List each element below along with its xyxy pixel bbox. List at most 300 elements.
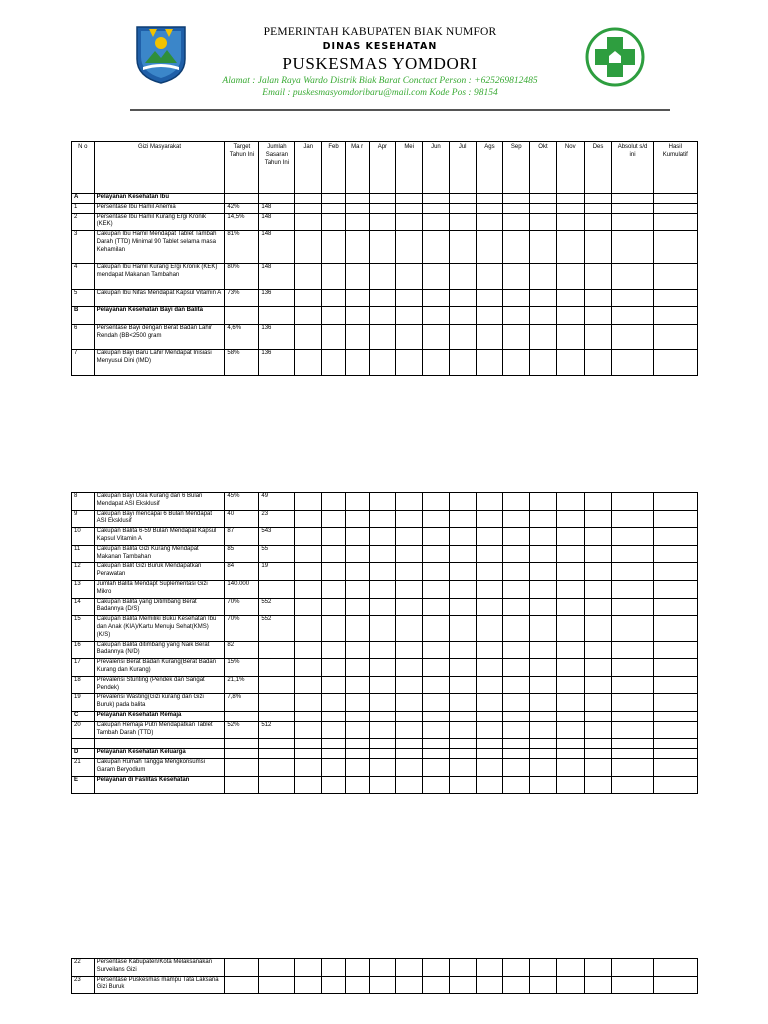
value-cell bbox=[396, 749, 423, 759]
value-cell bbox=[423, 749, 450, 759]
value-cell bbox=[396, 510, 423, 528]
indicator-name: Cakupan Remaja Putri Mendapatkan Tablet Tambah Darah (TTD) bbox=[94, 721, 225, 739]
value-cell bbox=[556, 493, 584, 511]
target-population bbox=[259, 959, 295, 977]
value-cell bbox=[322, 528, 346, 546]
column-header-month: Jun bbox=[423, 142, 450, 194]
value-cell bbox=[369, 758, 396, 776]
value-cell bbox=[423, 264, 450, 289]
value-cell bbox=[653, 350, 697, 375]
value-cell bbox=[476, 194, 503, 204]
value-cell bbox=[396, 231, 423, 264]
row-number: 20 bbox=[72, 721, 95, 739]
target-value: 70% bbox=[225, 616, 259, 641]
value-cell bbox=[584, 213, 612, 231]
value-cell bbox=[584, 264, 612, 289]
value-cell bbox=[503, 528, 530, 546]
government-name: PEMERINTAH KABUPATEN BIAK NUMFOR bbox=[263, 26, 497, 38]
value-cell bbox=[612, 711, 653, 721]
value-cell bbox=[530, 289, 557, 307]
value-cell bbox=[556, 721, 584, 739]
target-population bbox=[259, 749, 295, 759]
value-cell bbox=[530, 213, 557, 231]
value-cell bbox=[423, 350, 450, 375]
column-header-month: Des bbox=[584, 142, 612, 194]
value-cell bbox=[503, 711, 530, 721]
value-cell bbox=[449, 758, 476, 776]
value-cell bbox=[530, 694, 557, 712]
value-cell bbox=[295, 510, 322, 528]
value-cell bbox=[295, 598, 322, 616]
value-cell bbox=[476, 641, 503, 659]
value-cell bbox=[476, 493, 503, 511]
row-number: 23 bbox=[72, 976, 95, 994]
value-cell bbox=[556, 676, 584, 694]
row-number: 22 bbox=[72, 959, 95, 977]
value-cell bbox=[322, 739, 346, 749]
value-cell bbox=[295, 758, 322, 776]
value-cell bbox=[396, 598, 423, 616]
value-cell bbox=[612, 758, 653, 776]
target-population bbox=[259, 641, 295, 659]
value-cell bbox=[530, 307, 557, 325]
value-cell bbox=[449, 307, 476, 325]
value-cell bbox=[612, 203, 653, 213]
value-cell bbox=[530, 528, 557, 546]
value-cell bbox=[530, 580, 557, 598]
value-cell bbox=[612, 307, 653, 325]
value-cell bbox=[449, 739, 476, 749]
target-value: 140.000 bbox=[225, 580, 259, 598]
value-cell bbox=[653, 711, 697, 721]
value-cell bbox=[503, 545, 530, 563]
value-cell bbox=[556, 711, 584, 721]
section-row bbox=[72, 749, 698, 759]
value-cell bbox=[612, 739, 653, 749]
target-value: 14,5% bbox=[225, 213, 259, 231]
target-value: 7,8% bbox=[225, 694, 259, 712]
column-header-month: Ma r bbox=[345, 142, 369, 194]
value-cell bbox=[612, 616, 653, 641]
value-cell bbox=[345, 194, 369, 204]
column-header-month: Okt bbox=[530, 142, 557, 194]
regency-emblem-icon bbox=[133, 23, 189, 85]
value-cell bbox=[295, 976, 322, 994]
target-population: 552 bbox=[259, 616, 295, 641]
value-cell bbox=[653, 324, 697, 349]
value-cell bbox=[476, 598, 503, 616]
row-number: 3 bbox=[72, 231, 95, 264]
value-cell bbox=[295, 528, 322, 546]
column-header-month: Sep bbox=[503, 142, 530, 194]
target-value: 81% bbox=[225, 231, 259, 264]
value-cell bbox=[396, 721, 423, 739]
value-cell bbox=[295, 739, 322, 749]
value-cell bbox=[530, 324, 557, 349]
value-cell bbox=[612, 213, 653, 231]
indicator-name: Cakupan Ibu Hamil Mendapat Tablet Tambah Darah (TTD) Minimal 90 Tablet selama masa Kehamilan bbox=[94, 231, 225, 264]
table-row bbox=[72, 659, 698, 677]
value-cell bbox=[396, 758, 423, 776]
nutrition-table-part-2 bbox=[71, 492, 698, 794]
value-cell bbox=[476, 545, 503, 563]
nutrition-table-part-3 bbox=[71, 958, 698, 994]
table-row bbox=[72, 676, 698, 694]
value-cell bbox=[476, 350, 503, 375]
indicator-name: Prevalensi Berat Badan Kurang(Berat Badan Kurang dan Kurang) bbox=[94, 659, 225, 677]
target-value bbox=[225, 711, 259, 721]
target-population bbox=[259, 676, 295, 694]
value-cell bbox=[503, 350, 530, 375]
value-cell bbox=[345, 616, 369, 641]
value-cell bbox=[423, 528, 450, 546]
value-cell bbox=[369, 721, 396, 739]
value-cell bbox=[345, 289, 369, 307]
value-cell bbox=[369, 231, 396, 264]
value-cell bbox=[449, 580, 476, 598]
value-cell bbox=[345, 959, 369, 977]
value-cell bbox=[476, 231, 503, 264]
table-row bbox=[72, 350, 698, 375]
value-cell bbox=[653, 264, 697, 289]
target-population bbox=[259, 758, 295, 776]
value-cell bbox=[345, 545, 369, 563]
indicator-name: Pelayanan Kesehatan Remaja bbox=[94, 711, 225, 721]
column-header-target-population: Jumlah Sasaran Tahun Ini bbox=[259, 142, 295, 194]
indicator-name: Prevalensi Stunting (Pendek dan Sangat Pendek) bbox=[94, 676, 225, 694]
value-cell bbox=[345, 350, 369, 375]
value-cell bbox=[423, 194, 450, 204]
value-cell bbox=[295, 545, 322, 563]
value-cell bbox=[396, 350, 423, 375]
value-cell bbox=[584, 976, 612, 994]
value-cell bbox=[369, 641, 396, 659]
table-row bbox=[72, 598, 698, 616]
value-cell bbox=[612, 264, 653, 289]
value-cell bbox=[369, 563, 396, 581]
value-cell bbox=[612, 563, 653, 581]
target-population: 148 bbox=[259, 203, 295, 213]
value-cell bbox=[530, 676, 557, 694]
value-cell bbox=[612, 659, 653, 677]
value-cell bbox=[449, 493, 476, 511]
value-cell bbox=[653, 959, 697, 977]
target-value: 15% bbox=[225, 659, 259, 677]
value-cell bbox=[396, 324, 423, 349]
value-cell bbox=[476, 721, 503, 739]
value-cell bbox=[396, 307, 423, 325]
value-cell bbox=[653, 493, 697, 511]
letterhead bbox=[200, 25, 560, 99]
value-cell bbox=[476, 203, 503, 213]
value-cell bbox=[396, 616, 423, 641]
value-cell bbox=[556, 264, 584, 289]
value-cell bbox=[449, 749, 476, 759]
value-cell bbox=[322, 641, 346, 659]
value-cell bbox=[345, 641, 369, 659]
value-cell bbox=[322, 976, 346, 994]
value-cell bbox=[449, 776, 476, 794]
value-cell bbox=[556, 616, 584, 641]
value-cell bbox=[556, 739, 584, 749]
value-cell bbox=[369, 976, 396, 994]
value-cell bbox=[369, 528, 396, 546]
value-cell bbox=[530, 231, 557, 264]
value-cell bbox=[396, 959, 423, 977]
value-cell bbox=[653, 616, 697, 641]
value-cell bbox=[556, 545, 584, 563]
value-cell bbox=[530, 264, 557, 289]
value-cell bbox=[423, 580, 450, 598]
value-cell bbox=[612, 749, 653, 759]
row-number: 14 bbox=[72, 598, 95, 616]
value-cell bbox=[322, 213, 346, 231]
value-cell bbox=[530, 563, 557, 581]
target-population bbox=[259, 711, 295, 721]
value-cell bbox=[369, 616, 396, 641]
value-cell bbox=[530, 959, 557, 977]
column-header-absolute: Absolut s/d ini bbox=[612, 142, 653, 194]
value-cell bbox=[612, 510, 653, 528]
table-row bbox=[72, 959, 698, 977]
value-cell bbox=[423, 324, 450, 349]
value-cell bbox=[423, 203, 450, 213]
value-cell bbox=[476, 694, 503, 712]
section-row bbox=[72, 307, 698, 325]
table-row bbox=[72, 493, 698, 511]
value-cell bbox=[423, 758, 450, 776]
value-cell bbox=[653, 659, 697, 677]
value-cell bbox=[530, 749, 557, 759]
row-number: 18 bbox=[72, 676, 95, 694]
target-population: 552 bbox=[259, 598, 295, 616]
value-cell bbox=[476, 307, 503, 325]
value-cell bbox=[556, 324, 584, 349]
table-row bbox=[72, 694, 698, 712]
value-cell bbox=[476, 776, 503, 794]
value-cell bbox=[503, 307, 530, 325]
indicator-name: Persentase Ibu Hamil Anemia bbox=[94, 203, 225, 213]
value-cell bbox=[584, 203, 612, 213]
value-cell bbox=[503, 510, 530, 528]
value-cell bbox=[653, 289, 697, 307]
value-cell bbox=[345, 580, 369, 598]
value-cell bbox=[369, 749, 396, 759]
value-cell bbox=[476, 959, 503, 977]
value-cell bbox=[423, 711, 450, 721]
row-number: 10 bbox=[72, 528, 95, 546]
value-cell bbox=[584, 749, 612, 759]
target-population: 136 bbox=[259, 324, 295, 349]
value-cell bbox=[476, 324, 503, 349]
value-cell bbox=[295, 721, 322, 739]
value-cell bbox=[345, 676, 369, 694]
target-value: 87 bbox=[225, 528, 259, 546]
value-cell bbox=[295, 350, 322, 375]
value-cell bbox=[653, 563, 697, 581]
target-population bbox=[259, 194, 295, 204]
value-cell bbox=[653, 721, 697, 739]
value-cell bbox=[449, 213, 476, 231]
value-cell bbox=[530, 758, 557, 776]
table-row bbox=[72, 203, 698, 213]
target-population: 55 bbox=[259, 545, 295, 563]
header-row bbox=[72, 142, 698, 194]
value-cell bbox=[584, 545, 612, 563]
value-cell bbox=[653, 307, 697, 325]
indicator-name: Cakupan Bayi Usia Kurang dari 6 Bulan Mendapat ASI Eksklusif bbox=[94, 493, 225, 511]
target-value: 4,6% bbox=[225, 324, 259, 349]
value-cell bbox=[396, 676, 423, 694]
indicator-name: Cakupan Balita ditimbang yang Naik Berat Badannya (N/D) bbox=[94, 641, 225, 659]
value-cell bbox=[322, 510, 346, 528]
value-cell bbox=[396, 528, 423, 546]
target-population: 136 bbox=[259, 350, 295, 375]
table-row bbox=[72, 976, 698, 994]
table-row bbox=[72, 758, 698, 776]
value-cell bbox=[584, 676, 612, 694]
value-cell bbox=[345, 721, 369, 739]
value-cell bbox=[449, 289, 476, 307]
value-cell bbox=[396, 739, 423, 749]
value-cell bbox=[584, 580, 612, 598]
row-number: 5 bbox=[72, 289, 95, 307]
value-cell bbox=[476, 510, 503, 528]
value-cell bbox=[345, 694, 369, 712]
row-number: B bbox=[72, 307, 95, 325]
value-cell bbox=[503, 721, 530, 739]
value-cell bbox=[556, 350, 584, 375]
value-cell bbox=[556, 976, 584, 994]
row-number: 2 bbox=[72, 213, 95, 231]
value-cell bbox=[295, 659, 322, 677]
target-value: 70% bbox=[225, 598, 259, 616]
value-cell bbox=[556, 563, 584, 581]
value-cell bbox=[503, 580, 530, 598]
value-cell bbox=[322, 203, 346, 213]
value-cell bbox=[556, 749, 584, 759]
value-cell bbox=[653, 194, 697, 204]
value-cell bbox=[423, 659, 450, 677]
value-cell bbox=[530, 776, 557, 794]
value-cell bbox=[556, 194, 584, 204]
value-cell bbox=[653, 776, 697, 794]
value-cell bbox=[653, 545, 697, 563]
value-cell bbox=[423, 676, 450, 694]
indicator-name: Persentase Ibu Hamil Kurang Ergi Kronik (KEK) bbox=[94, 213, 225, 231]
value-cell bbox=[584, 711, 612, 721]
value-cell bbox=[653, 580, 697, 598]
value-cell bbox=[612, 776, 653, 794]
row-number: 7 bbox=[72, 350, 95, 375]
value-cell bbox=[612, 231, 653, 264]
value-cell bbox=[556, 776, 584, 794]
value-cell bbox=[369, 203, 396, 213]
table-row bbox=[72, 545, 698, 563]
value-cell bbox=[423, 545, 450, 563]
target-value bbox=[225, 739, 259, 749]
indicator-name: Cakupan Balita Memiliki Buku Kesehatan Ibu dan Anak (KIA)/Kartu Menuju Sehat(KMS) (K/S) bbox=[94, 616, 225, 641]
target-value bbox=[225, 976, 259, 994]
value-cell bbox=[322, 194, 346, 204]
indicator-name: Pelayanan Kesehatan Bayi dan Balita bbox=[94, 307, 225, 325]
row-number: E bbox=[72, 776, 95, 794]
value-cell bbox=[503, 231, 530, 264]
value-cell bbox=[530, 616, 557, 641]
value-cell bbox=[584, 307, 612, 325]
value-cell bbox=[503, 641, 530, 659]
table-row bbox=[72, 510, 698, 528]
value-cell bbox=[295, 213, 322, 231]
value-cell bbox=[396, 194, 423, 204]
target-value: 84 bbox=[225, 563, 259, 581]
value-cell bbox=[369, 676, 396, 694]
value-cell bbox=[653, 676, 697, 694]
target-population: 148 bbox=[259, 264, 295, 289]
value-cell bbox=[322, 324, 346, 349]
value-cell bbox=[530, 659, 557, 677]
value-cell bbox=[295, 711, 322, 721]
value-cell bbox=[369, 776, 396, 794]
value-cell bbox=[503, 563, 530, 581]
value-cell bbox=[449, 976, 476, 994]
value-cell bbox=[322, 563, 346, 581]
indicator-name: Jumlah Balita Mendapt Suplementasi Gizi Mikro bbox=[94, 580, 225, 598]
value-cell bbox=[556, 307, 584, 325]
value-cell bbox=[449, 350, 476, 375]
value-cell bbox=[449, 721, 476, 739]
value-cell bbox=[322, 289, 346, 307]
value-cell bbox=[345, 324, 369, 349]
value-cell bbox=[295, 676, 322, 694]
value-cell bbox=[530, 641, 557, 659]
value-cell bbox=[345, 307, 369, 325]
indicator-name bbox=[94, 739, 225, 749]
value-cell bbox=[345, 231, 369, 264]
target-value bbox=[225, 758, 259, 776]
value-cell bbox=[476, 616, 503, 641]
target-value bbox=[225, 194, 259, 204]
column-header-month: Jul bbox=[449, 142, 476, 194]
row-number: 17 bbox=[72, 659, 95, 677]
value-cell bbox=[476, 758, 503, 776]
value-cell bbox=[476, 676, 503, 694]
value-cell bbox=[584, 493, 612, 511]
value-cell bbox=[322, 598, 346, 616]
value-cell bbox=[449, 598, 476, 616]
column-header-month: Apr bbox=[369, 142, 396, 194]
value-cell bbox=[295, 616, 322, 641]
indicator-name: Persentase Kabupaten/Kota Melaksanakan Surveilans Gizi bbox=[94, 959, 225, 977]
value-cell bbox=[584, 959, 612, 977]
value-cell bbox=[556, 694, 584, 712]
value-cell bbox=[423, 231, 450, 264]
value-cell bbox=[612, 493, 653, 511]
indicator-name: Cakupan Balita 6-59 Bulan Mendapat Kapsul Kapsul Vitamin A bbox=[94, 528, 225, 546]
value-cell bbox=[503, 324, 530, 349]
indicator-name: Prevalensi Wasting(Gizi kurang dan Gizi Buruk) pada balita bbox=[94, 694, 225, 712]
value-cell bbox=[423, 694, 450, 712]
row-number: 13 bbox=[72, 580, 95, 598]
value-cell bbox=[556, 641, 584, 659]
target-value bbox=[225, 307, 259, 325]
value-cell bbox=[556, 213, 584, 231]
value-cell bbox=[476, 528, 503, 546]
value-cell bbox=[556, 289, 584, 307]
row-number: 11 bbox=[72, 545, 95, 563]
target-value: 21,1% bbox=[225, 676, 259, 694]
value-cell bbox=[612, 721, 653, 739]
